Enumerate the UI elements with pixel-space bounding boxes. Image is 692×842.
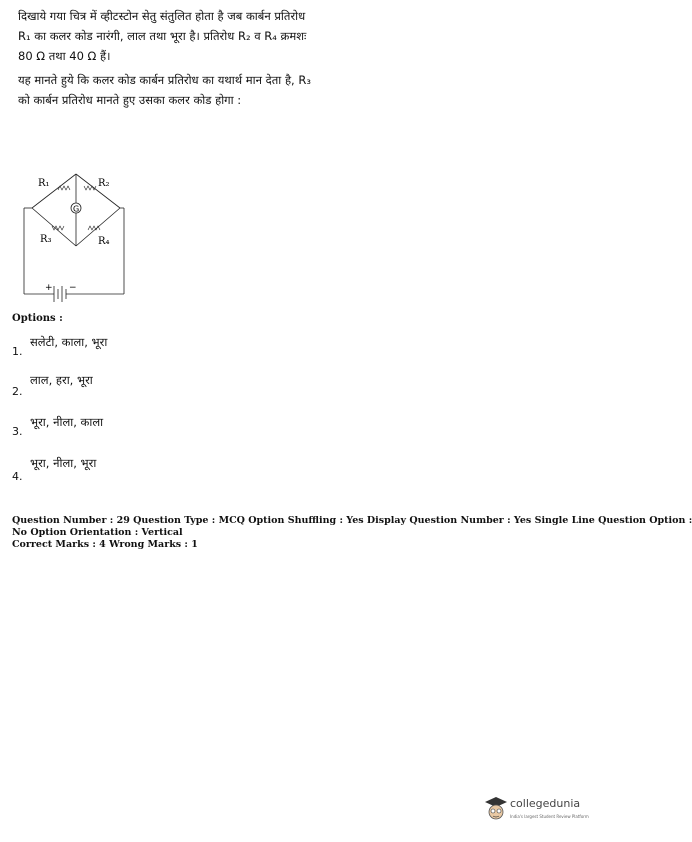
r4-label: R₄: [98, 236, 110, 247]
logo-name: collegedunia: [510, 797, 581, 810]
question-paragraph-1: दिखाये गया चित्र में व्हीटस्टोन सेतु संतुलित होता है जब कार्बन प्रतिरोध R₁ का कलर कोड नारंगी, लाल तथा भूरा है। प्रतिरोध R₂ व R₄ क्रमशः 80 Ω तथा 40 Ω हैं।: [18, 9, 307, 63]
option-text: भूरा, नीला, काला: [30, 415, 104, 429]
question-paragraph-2: यह मानते हुये कि कलर कोड कार्बन प्रतिरोध का यथार्थ मान देता है, R₃ को कार्बन प्रतिरोध मानते हुए उसका कलर कोड होगा :: [18, 73, 311, 107]
r1-label: R₁: [38, 178, 50, 189]
option-text: भूरा, नीला, भूरा: [30, 456, 97, 470]
option-number: 3.: [12, 425, 23, 438]
logo-tagline: India's largest Student Review Platform: [510, 814, 589, 819]
metadata-line-1: Question Number : 29 Question Type : MCQ Option Shuffling : Yes Display Question Number : Yes Single Line Question Option :: [12, 515, 692, 526]
question-text: [18, 6, 318, 114]
collegedunia-logo: [484, 793, 589, 833]
battery-plus-label: +: [45, 283, 53, 293]
wheatstone-bridge-diagram: [18, 168, 138, 300]
battery-minus-label: −: [69, 283, 77, 293]
option-text: सलेटी, काला, भूरा: [30, 335, 108, 349]
metadata-line-3: Correct Marks : 4 Wrong Marks : 1: [12, 539, 198, 550]
option-number: 2.: [12, 385, 23, 398]
options-label: Options :: [12, 313, 63, 324]
metadata-line-2: No Option Orientation : Vertical: [12, 527, 183, 538]
question-metadata: [12, 515, 692, 551]
r2-label: R₂: [98, 178, 110, 189]
r3-label: R₃: [40, 234, 52, 245]
graduate-mascot-icon: [484, 795, 508, 823]
galvanometer-label: G: [73, 204, 80, 214]
option-text: लाल, हरा, भूरा: [30, 373, 93, 387]
option-number: 4.: [12, 470, 23, 483]
option-number: 1.: [12, 345, 23, 358]
